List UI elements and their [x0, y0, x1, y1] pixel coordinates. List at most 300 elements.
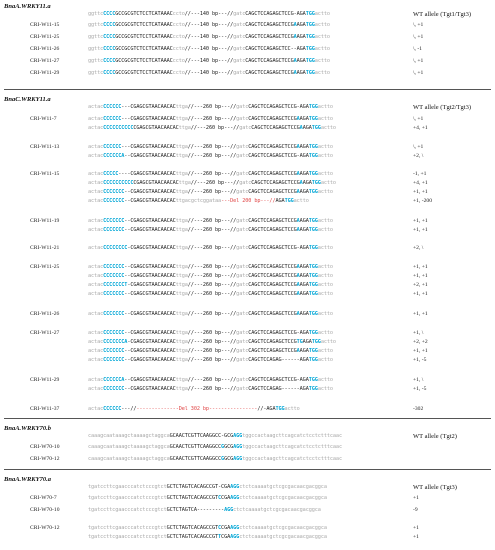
section-divider — [4, 469, 491, 470]
sequence — [88, 245, 333, 252]
highlighted-base: A — [296, 311, 300, 317]
sequence — [88, 525, 327, 532]
line-label: CRI-W11-13 — [30, 144, 60, 150]
sequence-segment: actto — [317, 171, 333, 177]
sequence-segment: AGA — [296, 58, 306, 64]
section-title: BnaA.WRKY70.a — [4, 476, 51, 483]
mutant-allele-row — [0, 406, 495, 413]
mutant-allele-row — [0, 386, 495, 393]
sequence-segment: //---140 bp---// — [184, 70, 234, 76]
indel-result: +1 — [413, 525, 419, 531]
sequence-segment: AGA — [299, 116, 309, 122]
mutant-allele-row — [0, 198, 495, 205]
sequence-segment: ttga — [175, 311, 188, 317]
indel-result: +1, +1 — [413, 264, 428, 270]
sequence-segment: gatc — [233, 46, 246, 52]
highlighted-base: AGG — [233, 456, 243, 462]
sequence-segment: actto — [317, 386, 333, 392]
sequence-segment: GCAACTCGTTCAAGGCC-GCG — [169, 433, 234, 439]
highlighted-base: CCCCCCC — [103, 348, 125, 354]
highlighted-base: TGG — [308, 348, 318, 354]
indel-result: +4, +1 — [413, 125, 428, 131]
highlighted-base: C — [218, 525, 222, 531]
sequence-segment: caaagcaataaagctaaaagctaggca — [88, 433, 170, 439]
mutant-allele-row — [0, 144, 495, 151]
highlighted-base: TGG — [305, 70, 315, 76]
sequence-segment: ttga — [175, 291, 188, 297]
sequence-segment: actac — [88, 153, 104, 159]
sequence-segment: ttga — [175, 116, 188, 122]
sequence-segment: //---260 bp---// — [187, 339, 237, 345]
sequence-segment: actto — [317, 189, 333, 195]
sequence-segment: gatc — [233, 58, 246, 64]
sequence-segment: //---260 bp---// — [187, 330, 237, 336]
highlighted-base: CCCCCC — [103, 116, 122, 122]
sequence-segment: gatc — [236, 264, 249, 270]
sequence-segment: actac — [88, 386, 104, 392]
sequence-segment: ttga — [178, 125, 191, 131]
sequence-segment: ctctcaaaatgctcgcgacaacgacggca — [239, 484, 327, 490]
wt-allele-label: WT allele (Tgt2/Tgt3) — [413, 104, 471, 111]
sequence — [88, 348, 333, 355]
indel-result: +1, +1 — [413, 227, 428, 233]
sequence-segment: actto — [317, 153, 333, 159]
highlighted-base: TGG — [308, 377, 318, 383]
sequence — [88, 198, 309, 205]
sequence-segment: GCCGCGTCTCCTCATAAAC — [115, 58, 173, 64]
sequence-segment: --CGAGCGTAACAACAC — [124, 291, 176, 297]
sequence-segment: actto — [317, 282, 333, 288]
sequence-segment: ccto — [172, 58, 185, 64]
sequence-segment: gatc — [233, 22, 246, 28]
sequence — [88, 377, 333, 384]
sequence-segment: ttga — [175, 104, 188, 110]
sequence-segment: actac — [88, 189, 104, 195]
sequence-segment: gatc — [236, 386, 249, 392]
section-divider — [4, 89, 491, 90]
sequence-segment: AGA — [302, 125, 312, 131]
sequence-segment: actac — [88, 227, 104, 233]
sequence-segment: actac — [88, 116, 104, 122]
highlighted-base: A — [296, 348, 300, 354]
indel-result: \, +1 — [413, 22, 424, 28]
mutant-allele-row — [0, 282, 495, 289]
sequence-segment: actto — [314, 22, 330, 28]
mutant-allele-row — [0, 357, 495, 364]
highlighted-base: CCCCCCC — [103, 291, 125, 297]
sequence-segment: //---260 bp---// — [187, 357, 237, 363]
sequence-segment: CGA — [221, 495, 231, 501]
sequence-segment: CGAGCGTAACAACAC — [133, 180, 179, 186]
sequence-segment: GCTCTAGTCACAGCCGT-CGA — [166, 484, 231, 490]
sequence-segment: --CGAGCGTAACAACAC — [124, 218, 176, 224]
sequence-segment: ccto — [172, 11, 185, 17]
line-label: CRI-W70-12 — [30, 456, 60, 462]
sequence-segment: caaagcaataaagctaaaagctaggca — [88, 456, 170, 462]
sequence-segment: tgatccttcgaacccatctcccgtct — [88, 525, 167, 531]
sequence-segment: //---260 bp---// — [187, 273, 237, 279]
sequence-segment: actto — [317, 245, 333, 251]
mutant-allele-row — [0, 456, 495, 463]
sequence-segment: actac — [88, 406, 104, 412]
highlighted-base: CCCCCCC — [103, 198, 125, 204]
sequence — [88, 534, 327, 541]
sequence-segment: gatc — [236, 144, 249, 150]
sequence-segment: actto — [317, 144, 333, 150]
highlighted-base: AGG — [230, 525, 240, 531]
sequence-segment: //---260 bp---// — [190, 125, 240, 131]
sequence-segment: --CGAGCGTAACAACAC — [124, 189, 176, 195]
sequence-segment: //---140 bp---// — [184, 11, 234, 17]
sequence-segment: actto — [314, 34, 330, 40]
sequence-segment: CAGCTCCAGAGCTCCG — [248, 144, 297, 150]
highlighted-base: AGG — [230, 484, 240, 490]
highlighted-base: A — [296, 264, 300, 270]
sequence-segment: actto — [317, 348, 333, 354]
sequence-segment: ttgacgctcggataa — [175, 198, 222, 204]
sequence-segment: gatc — [236, 377, 249, 383]
sequence-segment: actto — [314, 11, 330, 17]
indel-result: +1, -5 — [413, 386, 427, 392]
sequence — [88, 357, 333, 364]
sequence-segment: gatc — [236, 218, 249, 224]
sequence-segment: actto — [320, 125, 336, 131]
highlighted-base: TGG — [308, 282, 318, 288]
indel-result: +2, \ — [413, 245, 424, 251]
sequence-segment: CAGCTCCAGAGCTCCG — [248, 218, 297, 224]
line-label: CRI-W70-12 — [30, 525, 60, 531]
sequence-segment: actto — [314, 58, 330, 64]
sequence-segment: CAGCTCCAGAGCTCCG-AGA — [248, 104, 309, 110]
indel-result: \, +1 — [413, 58, 424, 64]
indel-result: +2, +1 — [413, 282, 428, 288]
deletion-marker: ---Del 200 bp---// — [221, 198, 276, 204]
highlighted-base: AGG — [233, 433, 243, 439]
highlighted-base: CCCC — [103, 34, 116, 40]
sequence-segment: ttga — [175, 386, 188, 392]
sequence — [88, 153, 333, 160]
sequence-segment: --CGAGCGTAACAACAC — [124, 348, 176, 354]
sequence-segment: actac — [88, 357, 104, 363]
highlighted-base: AGG — [230, 495, 240, 501]
line-label: CRI-W11-15 — [30, 22, 60, 28]
sequence-segment: tggccactaagcttcagcatctcctctttcaac — [242, 433, 342, 439]
sequence-segment: CAGCTCCAGAGCTCCG — [245, 22, 294, 28]
sequence — [88, 433, 342, 440]
sequence-segment: //---260 bp---// — [187, 282, 237, 288]
line-label: CRI-W11-25 — [30, 34, 60, 40]
line-label: CRI-W11-27 — [30, 58, 60, 64]
highlighted-base: TGG — [308, 144, 318, 150]
highlighted-base: CCCC — [103, 11, 116, 17]
sequence-segment: AGA — [299, 218, 309, 224]
sequence-segment: CGA — [221, 525, 231, 531]
indel-result: +2, \ — [413, 153, 424, 159]
sequence-segment: tggccactaagcttcagcatctcctctttcaac — [242, 456, 342, 462]
sequence-segment: CAGCTCCAGAG------AGA — [248, 386, 309, 392]
sequence — [88, 171, 333, 178]
wt-allele-label: WT allele (Tgt3) — [413, 484, 457, 491]
sequence-segment: AGA — [296, 70, 306, 76]
sequence-segment: actto — [317, 311, 333, 317]
sequence-segment: actto — [317, 116, 333, 122]
highlighted-base: A — [296, 218, 300, 224]
indel-result: +1, \ — [413, 377, 424, 383]
highlighted-base: CCCCCC — [103, 406, 122, 412]
sequence-segment: GCAACTCGTTCAAGGCC — [169, 444, 222, 450]
highlighted-base: CCCCC — [103, 171, 119, 177]
sequence — [88, 218, 333, 225]
line-label: CRI-W11-26 — [30, 46, 60, 52]
mutant-allele-row — [0, 116, 495, 123]
sequence-segment: GCG — [224, 456, 234, 462]
sequence — [88, 495, 327, 502]
highlighted-base: TGG — [308, 264, 318, 270]
highlighted-base: CCCCCCC — [103, 357, 125, 363]
sequence-segment: //---260 bp---// — [187, 311, 237, 317]
sequence — [88, 144, 333, 151]
sequence-segment: CAGCTCCAGAGCTCCG — [248, 339, 297, 345]
sequence-segment: gatc — [239, 180, 252, 186]
sequence-segment: actto — [317, 227, 333, 233]
sequence-segment: AGA — [299, 311, 309, 317]
wt-allele-label: WT allele (Tgt1/Tgt3) — [413, 11, 471, 18]
sequence-segment: AGA — [302, 339, 312, 345]
sequence-segment: ttga — [175, 339, 188, 345]
highlighted-base: A — [296, 144, 300, 150]
sequence-segment: actac — [88, 348, 104, 354]
highlighted-base: TGG — [308, 153, 318, 159]
sequence-segment: gatc — [233, 11, 246, 17]
sequence-segment: gatc — [233, 70, 246, 76]
sequence-segment: -CGAGCGTAACAACAC — [127, 245, 176, 251]
sequence-segment: CAGCTCCAGAGCTCCG — [248, 348, 297, 354]
sequence-segment: GCCGCGTCTCCTCATAAAC — [115, 22, 173, 28]
mutant-allele-row — [0, 273, 495, 280]
sequence-segment: ttga — [175, 189, 188, 195]
sequence-segment: AGA — [299, 144, 309, 150]
sequence-segment: CAGCTCCAGAGCTCCG — [248, 264, 297, 270]
highlighted-base: CCCCCCA — [103, 377, 125, 383]
sequence-segment: AGA — [299, 189, 309, 195]
sequence-segment: //---260 bp---// — [187, 377, 237, 383]
highlighted-base: TGG — [308, 311, 318, 317]
sequence-segment: --CGAGCGTAACAACAC — [124, 264, 176, 270]
sequence-segment: ctctcaaaatgctcgcgacaacgacggca — [239, 495, 327, 501]
sequence-segment: //---140 bp---// — [184, 22, 234, 28]
section-title: BnaA.WRKY11.a — [4, 3, 51, 10]
highlighted-base: C — [218, 495, 222, 501]
line-label: CRI-W11-21 — [30, 245, 60, 251]
highlighted-base: CCCCCCCA — [103, 339, 128, 345]
sequence-segment: CAGCTCCAGAGCTCCG — [248, 189, 297, 195]
indel-result: \, +1 — [413, 144, 424, 150]
sequence — [88, 311, 333, 318]
sequence-segment: AGA — [275, 198, 285, 204]
highlighted-base: CCCCCCCC — [103, 245, 128, 251]
sequence-segment: --CGAGCGTAACAACAC — [124, 153, 176, 159]
indel-result: +4, +1 — [413, 180, 428, 186]
sequence-segment: ---CGAGCGTAACAACAC — [121, 116, 176, 122]
highlighted-base: CCCCCCC — [103, 273, 125, 279]
sequence-segment: AGA — [302, 180, 312, 186]
highlighted-base: CCCCCCC — [103, 227, 125, 233]
wt-allele-row — [0, 433, 495, 440]
sequence-segment: ctctcaaaatgctcgcgacaacgacggca — [233, 507, 321, 513]
sequence-segment: actac — [88, 180, 104, 186]
highlighted-base: TGG — [308, 330, 318, 336]
sequence-segment: actac — [88, 144, 104, 150]
sequence — [88, 11, 330, 18]
sequence-segment: -CGAGCGTAACAACAC — [127, 282, 176, 288]
highlighted-base: TGG — [308, 291, 318, 297]
sequence-segment: //---260 bp---// — [187, 227, 237, 233]
highlighted-base: CCCCCC — [103, 104, 122, 110]
highlighted-base: G — [221, 444, 225, 450]
sequence-segment: gatc — [236, 171, 249, 177]
sequence-segment: //---260 bp---// — [187, 264, 237, 270]
sequence — [88, 116, 333, 123]
sequence-segment: gatc — [236, 330, 249, 336]
highlighted-base: TGG — [308, 273, 318, 279]
mutant-allele-row — [0, 507, 495, 514]
sequence-segment: ccto — [172, 70, 185, 76]
indel-result: \, +1 — [413, 70, 424, 76]
sequence-segment: GCG — [224, 444, 234, 450]
indel-result: +1, +1 — [413, 348, 428, 354]
sequence-segment: gatc — [236, 245, 249, 251]
line-label: CRI-W11-29 — [30, 70, 60, 76]
sequence-segment: //---260 bp---// — [190, 180, 240, 186]
line-label: CRI-W70-10 — [30, 444, 60, 450]
sequence-segment: CAGCTCCAGAGCTCCG — [248, 227, 297, 233]
indel-result: \, -1 — [413, 46, 423, 52]
sequence — [88, 22, 330, 29]
wt-allele-row — [0, 484, 495, 491]
sequence-segment: //---140 bp---// — [184, 58, 234, 64]
indel-result: +1, +1 — [413, 291, 428, 297]
sequence-segment: actac — [88, 198, 104, 204]
sequence-segment: actto — [314, 46, 330, 52]
sequence-segment: gatc — [236, 273, 249, 279]
sequence-segment: ggttc — [88, 11, 104, 17]
sequence — [88, 291, 333, 298]
sequence-segment: ttga — [175, 171, 188, 177]
sequence — [88, 264, 333, 271]
sequence-segment: AGA — [299, 282, 309, 288]
highlighted-base: TGG — [308, 218, 318, 224]
sequence-segment: AGA — [299, 291, 309, 297]
sequence-segment: actto — [314, 70, 330, 76]
highlighted-base: TGG — [308, 245, 318, 251]
sequence-segment: //---260 bp---// — [187, 189, 237, 195]
sequence-segment: ttga — [175, 245, 188, 251]
sequence-segment: GCTCTAGTCACAGCCGT — [166, 525, 219, 531]
sequence-segment: tgatccttcgaacccatctcccgtct — [88, 495, 167, 501]
sequence-segment: AGA — [299, 171, 309, 177]
sequence-segment: gatc — [239, 125, 252, 131]
sequence-segment: actto — [284, 406, 300, 412]
highlighted-base: TGG — [305, 58, 315, 64]
sequence-segment: GCTCTAGTCACAGCCGT — [166, 495, 219, 501]
sequence — [88, 273, 333, 280]
sequence — [88, 34, 330, 41]
sequence-segment: actac — [88, 311, 104, 317]
sequence-segment: actac — [88, 330, 104, 336]
sequence-segment: //---260 bp---// — [187, 171, 237, 177]
sequence — [88, 70, 330, 77]
sequence-segment: //---260 bp---// — [187, 116, 237, 122]
sequence-segment: CAGCTCCAGAGCTCCG — [248, 171, 297, 177]
sequence-segment: actac — [88, 264, 104, 270]
highlighted-base: CCCCCCC — [103, 264, 125, 270]
indel-result: -1, +1 — [413, 171, 427, 177]
highlighted-base: A — [296, 291, 300, 297]
mutant-allele-row — [0, 70, 495, 77]
indel-result: -9 — [413, 507, 418, 513]
sequence-segment: AGA — [296, 34, 306, 40]
indel-result: -302 — [413, 406, 424, 412]
sequence-segment: ttga — [175, 273, 188, 279]
sequence — [88, 282, 333, 289]
sequence-segment: CAGCTCCAGAGCTCC--AGA — [245, 46, 306, 52]
sequence-segment: ---// — [121, 406, 137, 412]
sequence-segment: ctctcaaaatgctcgcgacaacgacggca — [239, 534, 327, 540]
highlighted-base: CCCCCCCCCC — [103, 180, 134, 186]
sequence — [88, 58, 330, 65]
section-title: BnaC.WRKY11.a — [4, 96, 51, 103]
highlighted-base: CCCCCC — [103, 144, 122, 150]
sequence-segment: actto — [317, 218, 333, 224]
sequence-segment: gatc — [236, 189, 249, 195]
sequence — [88, 46, 330, 53]
sequence-segment: caaagcaataaagctaaaagctaggca — [88, 444, 170, 450]
sequence-segment: actto — [317, 104, 333, 110]
sequence-segment: CGAGCGTAACAACAC — [133, 125, 179, 131]
sequence-segment: GCTCTAGTCACAGCCGT — [166, 534, 219, 540]
sequence-segment: ttga — [175, 348, 188, 354]
sequence-segment: actto — [317, 330, 333, 336]
indel-result: +1, +1 — [413, 311, 428, 317]
highlighted-base: A — [293, 22, 297, 28]
mutant-allele-row — [0, 330, 495, 337]
line-label: CRI-W11-29 — [30, 377, 60, 383]
line-label: CRI-W11-25 — [30, 264, 60, 270]
mutant-allele-row — [0, 495, 495, 502]
sequence-segment: --CGAGCGTAACAACAC — [124, 386, 176, 392]
sequence-segment: tgatccttcgaacccatctcccgtct — [88, 507, 167, 513]
sequence-segment: ggttc — [88, 46, 104, 52]
sequence-segment: --CGAGCGTAACAACAC — [124, 377, 176, 383]
mutant-allele-row — [0, 153, 495, 160]
highlighted-base: A — [299, 180, 303, 186]
sequence-segment: tggccactaagcttcagcatctcctctttcaac — [242, 444, 342, 450]
sequence-segment: ggttc — [88, 34, 104, 40]
sequence-segment: //---260 bp---// — [187, 386, 237, 392]
highlighted-base: CCCCCCCCCC — [103, 125, 134, 131]
highlighted-base: TGG — [308, 189, 318, 195]
highlighted-base: TGG — [305, 11, 315, 17]
highlighted-base: CCCCCCC — [103, 189, 125, 195]
sequence-segment: CAGCTCCAGAGCTCCG — [251, 125, 300, 131]
highlighted-base: TGG — [308, 386, 318, 392]
highlighted-base: A — [296, 116, 300, 122]
indel-result: \, +1 — [413, 34, 424, 40]
sequence-segment: //---260 bp---// — [187, 144, 237, 150]
mutant-allele-row — [0, 180, 495, 187]
sequence-segment: CAGCTCCAGAGCTCCG-AGA — [248, 245, 309, 251]
line-label: CRI-W11-19 — [30, 218, 60, 224]
